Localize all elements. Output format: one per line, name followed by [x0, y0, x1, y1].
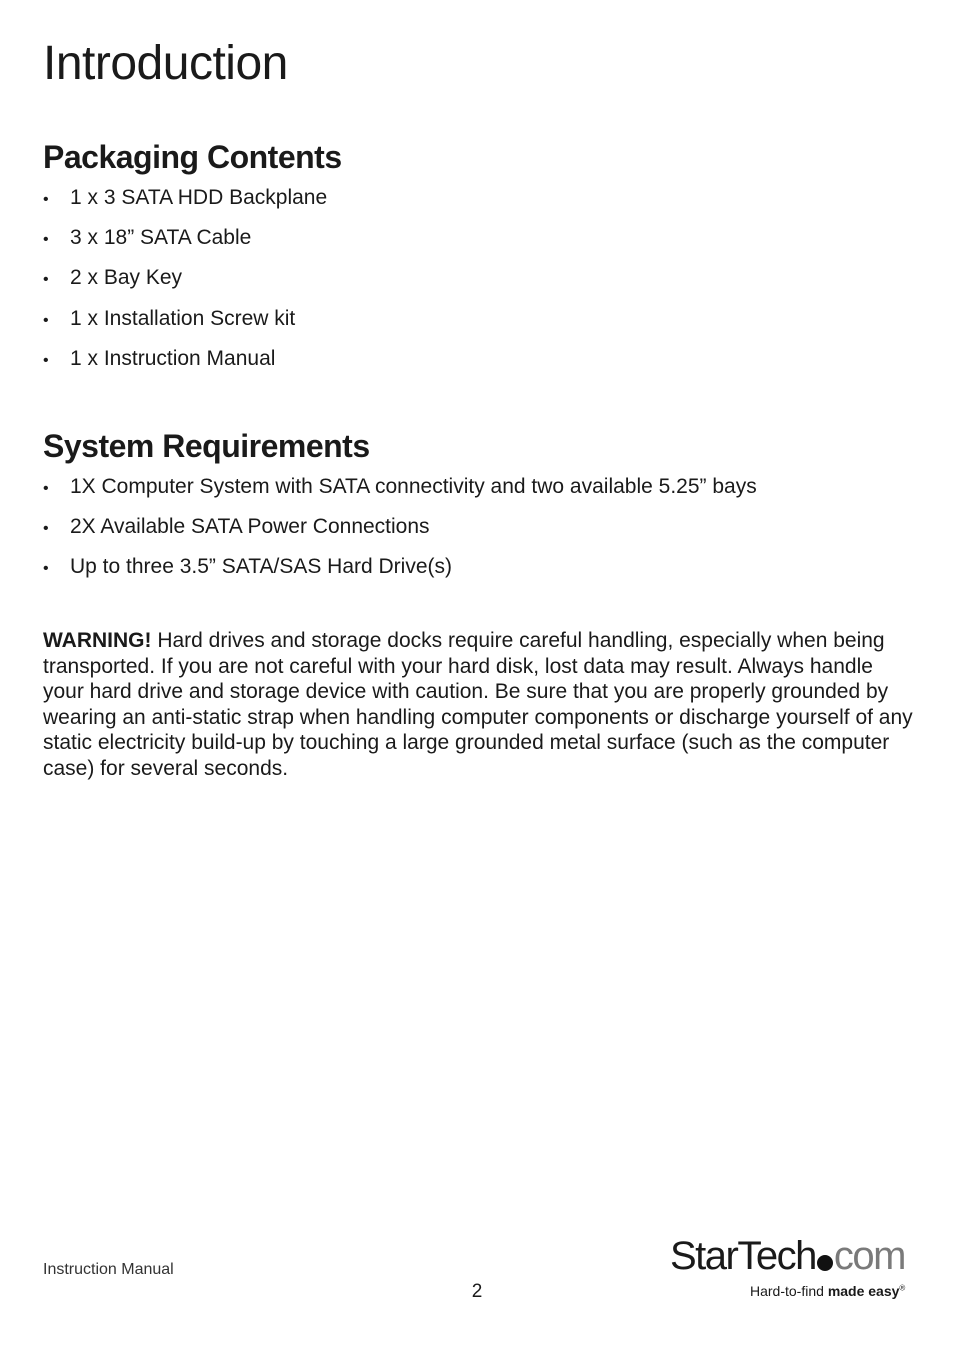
footer-document-label: Instruction Manual	[43, 1261, 174, 1278]
system-requirements-heading: System Requirements	[43, 428, 370, 464]
bullet-icon: •	[43, 480, 49, 497]
list-item-text: 1 x 3 SATA HDD Backplane	[70, 186, 328, 209]
list-item-text: 2X Available SATA Power Connections	[70, 515, 430, 539]
page-title: Introduction	[43, 37, 288, 90]
list-item	[43, 225, 327, 251]
bullet-icon: •	[43, 520, 49, 538]
list-item-text: 3 x 18” SATA Cable	[70, 226, 252, 250]
startech-logo	[670, 1232, 914, 1304]
logo-tagline-bold: made easy	[827, 1283, 900, 1299]
list-item	[43, 554, 757, 580]
logo-brand-main: StarTech	[670, 1234, 816, 1278]
packaging-contents-heading: Packaging Contents	[43, 139, 342, 175]
warning-paragraph	[43, 628, 913, 782]
list-item-text: 1 x Installation Screw kit	[70, 306, 296, 330]
warning-text: Hard drives and storage docks require careful handling, especially when being transported. If you are not careful with your hard disk, lost data may result. Always handle your hard drive and storage device with caution. Be sure that you are properly grounded by wearing an anti-static strap when handling computer components or discharge yourself of any static electricity build-up by touching a large grounded metal surface (such as the computer case) for several seconds.	[43, 629, 913, 780]
list-item	[43, 306, 327, 332]
list-item	[43, 346, 327, 372]
bullet-icon: •	[43, 231, 49, 249]
bullet-icon: •	[43, 191, 49, 208]
packaging-contents-list	[43, 185, 327, 386]
list-item-text: 2 x Bay Key	[70, 266, 183, 290]
bullet-icon: •	[43, 271, 49, 289]
bullet-icon: •	[43, 560, 49, 578]
bullet-icon: •	[43, 311, 49, 329]
bullet-icon: •	[43, 351, 49, 369]
logo-brand-suffix: com	[833, 1234, 905, 1278]
registered-mark-icon: ®	[899, 1283, 906, 1293]
list-item	[43, 514, 757, 540]
logo-dot-icon	[817, 1255, 833, 1271]
list-item-text: 1 x Instruction Manual	[70, 346, 276, 370]
list-item	[43, 265, 327, 291]
list-item	[43, 474, 757, 500]
list-item-text: Up to three 3.5” SATA/SAS Hard Drive(s)	[70, 555, 453, 579]
logo-tagline	[750, 1283, 905, 1299]
logo-tagline-regular: Hard-to-find	[750, 1283, 828, 1299]
list-item	[43, 185, 327, 211]
warning-label: WARNING!	[43, 629, 152, 652]
system-requirements-list	[43, 474, 757, 595]
page-number: 2	[471, 1281, 483, 1302]
list-item-text: 1X Computer System with SATA connectivity and two available 5.25” bays	[70, 475, 757, 498]
logo-wordmark	[670, 1232, 905, 1280]
